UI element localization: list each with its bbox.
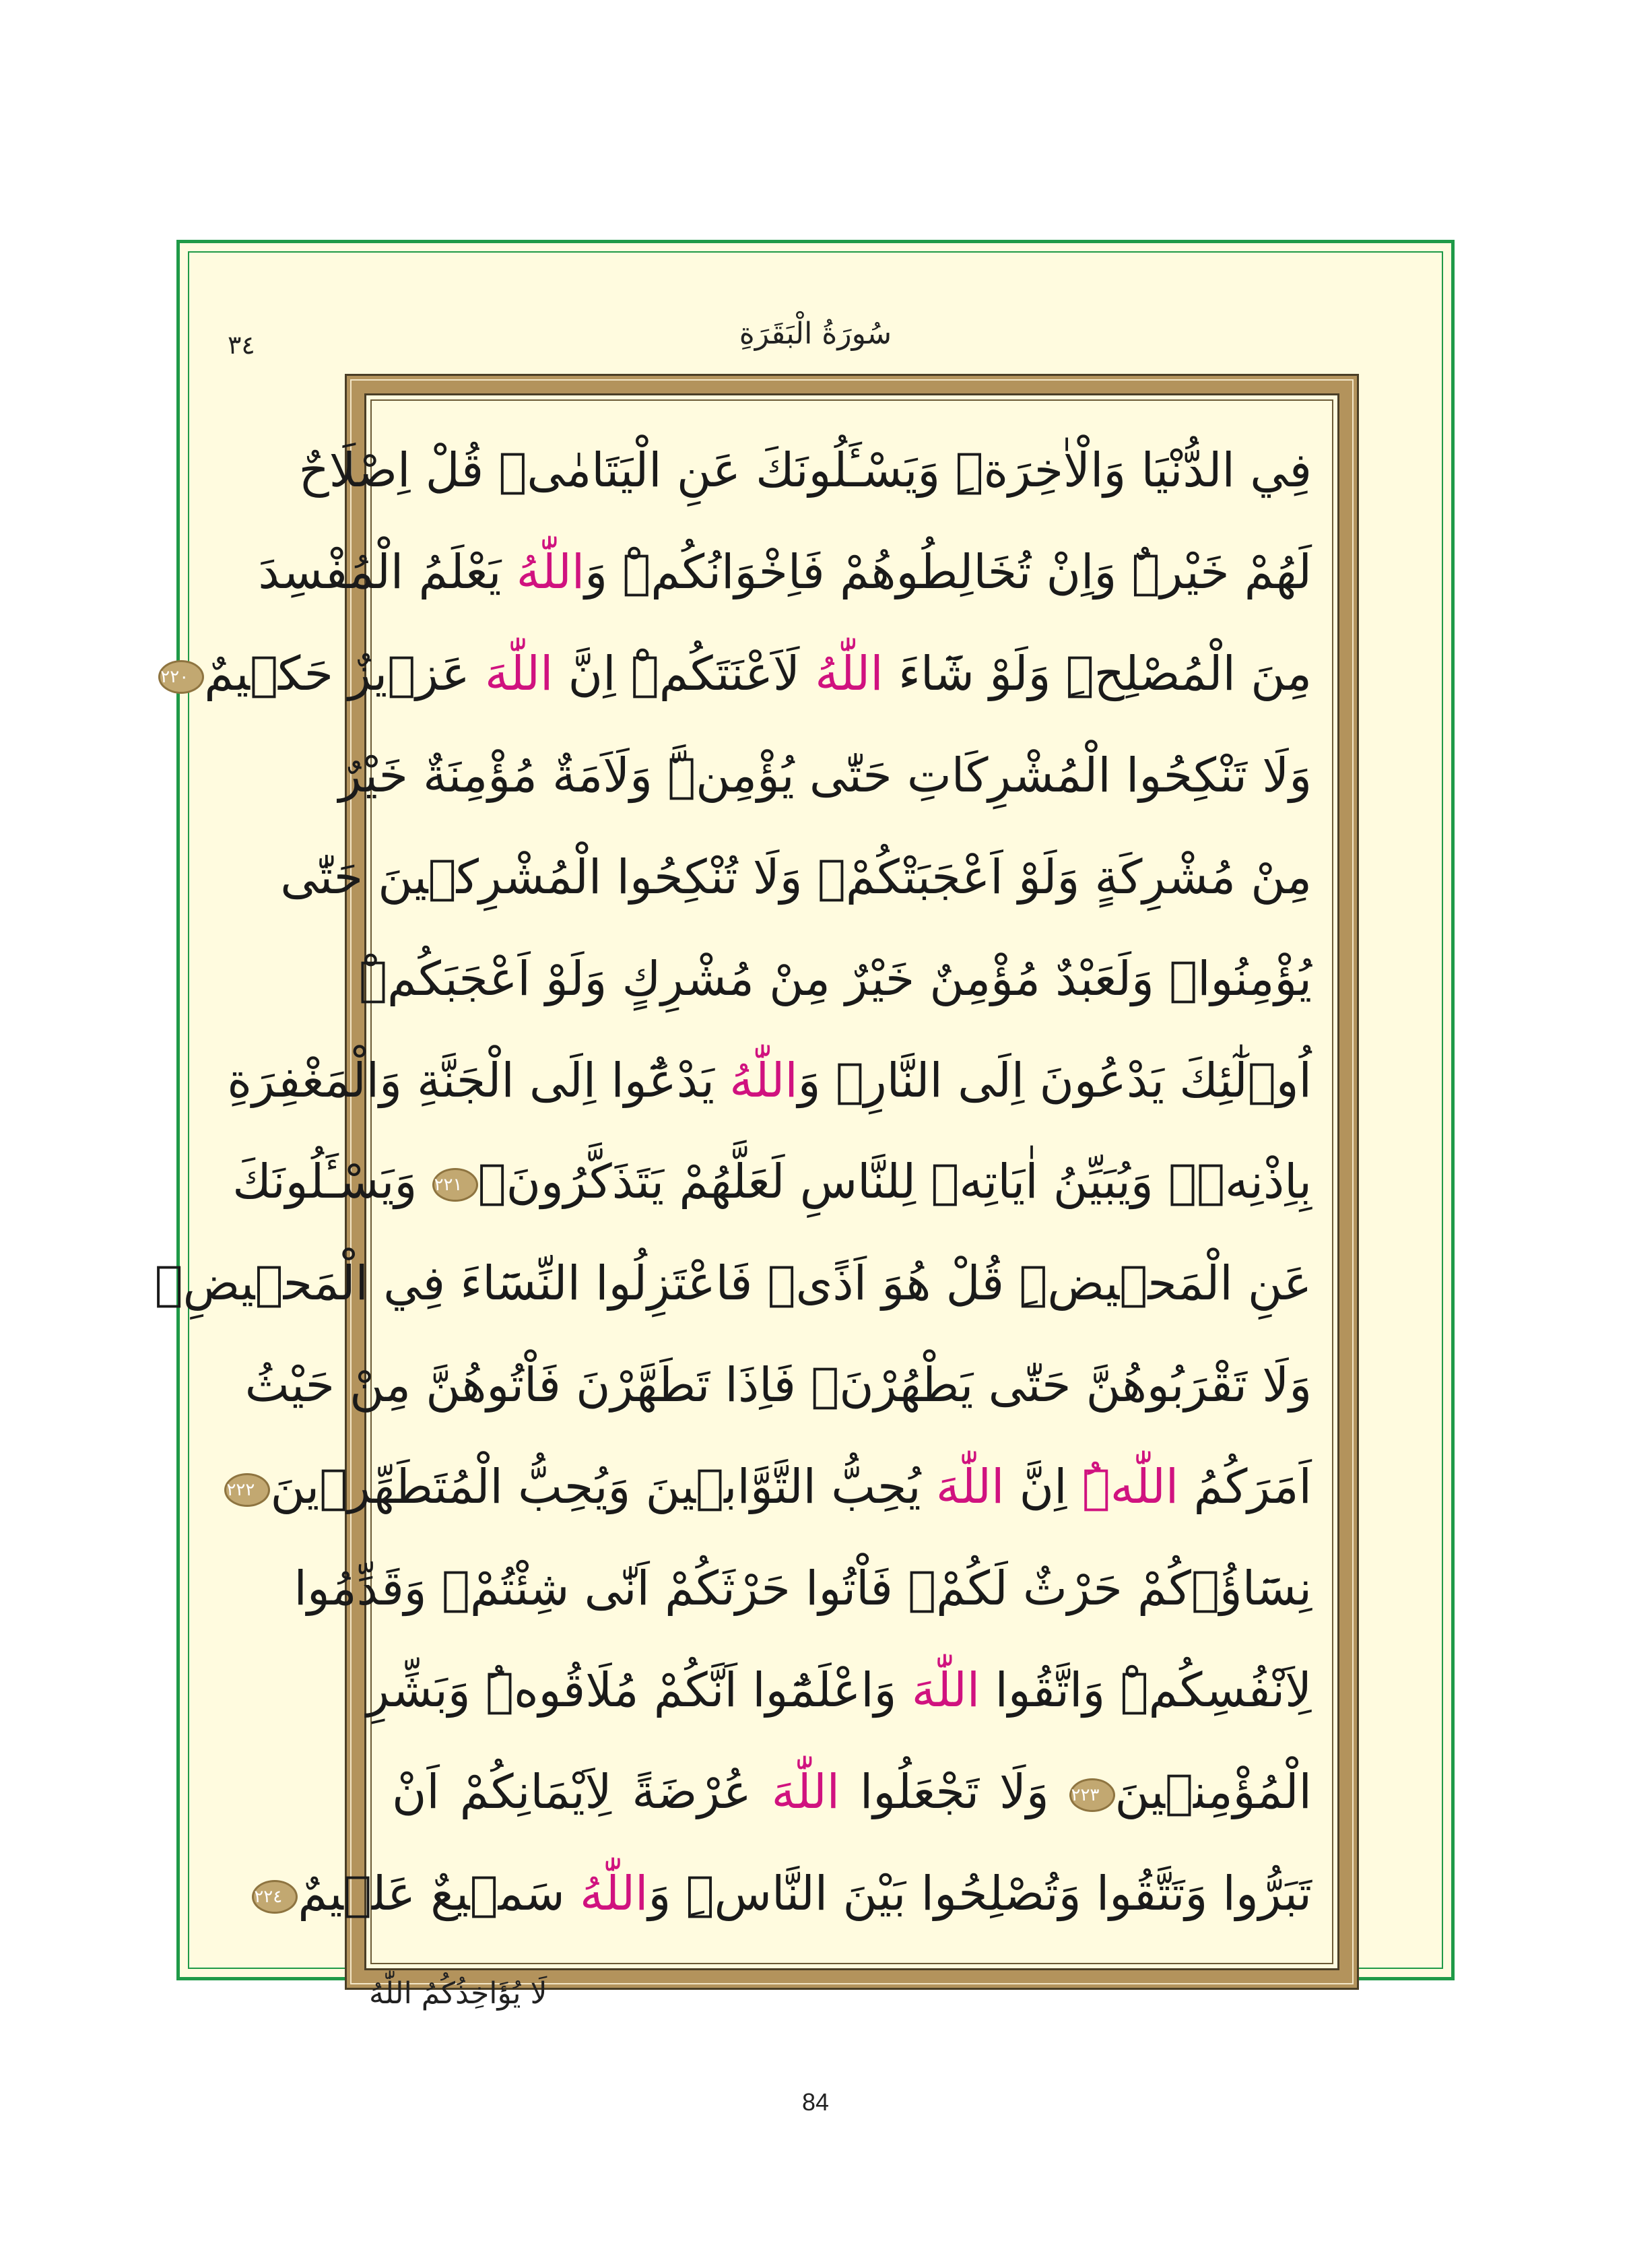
verse-text: فِي الدُّنْيَا وَالْاٰخِرَةِۜ وَيَسْـَٔلُونَكَ عَنِ الْيَتَامٰىۜ قُلْ اِصْلَاحٌ [298, 443, 1312, 498]
verse-line [294, 1538, 1312, 1639]
verse-line [160, 623, 1312, 724]
verse-line [154, 1233, 1312, 1334]
divine-name: اللّٰهُۜ [1081, 1459, 1179, 1515]
verse-text: لَاَعْنَتَكُمْۜ اِنَّ [553, 645, 816, 701]
divine-name: اللّٰهُ [580, 1865, 648, 1921]
verse-line [366, 1640, 1312, 1741]
verse-text: وَلَا تَجْعَلُوا [840, 1763, 1069, 1819]
verse-text: سَم۪يعٌ عَل۪يمٌ [298, 1865, 580, 1921]
verse-text: يَعْلَمُ الْمُفْسِدَ [258, 544, 517, 600]
verse-text: تَبَرُّوا وَتَتَّقُوا وَتُصْلِحُوا بَيْنَ النَّاسِۜ وَ [648, 1865, 1312, 1921]
ayah-end-marker: ٢٢٠ [158, 660, 204, 694]
page-number-arabic: ٣٤ [228, 330, 255, 360]
verse-text: يُحِبُّ التَّوَّاب۪ينَ وَيُحِبُّ الْمُتَطَهِّر۪ينَ [270, 1459, 936, 1515]
verse-text: مِنْ مُشْرِكَةٍ وَلَوْ اَعْجَبَتْكُمْۚ وَلَا تُنْكِحُوا الْمُشْرِك۪ينَ حَتّٰى [280, 849, 1312, 905]
divine-name: اللّٰهُ [516, 544, 585, 600]
verse-text: عُرْضَةً لِاَيْمَانِكُمْ اَنْ [392, 1763, 772, 1819]
ayah-end-marker: ٢٢٢ [224, 1473, 270, 1507]
divine-name: اللّٰهُ [815, 645, 884, 701]
verse-line [298, 420, 1312, 521]
verse-text: الْمُؤْمِن۪ينَ [1114, 1763, 1312, 1819]
verse-line [227, 1030, 1312, 1131]
page-number: 84 [801, 2088, 830, 2116]
divine-name: اللّٰهَ [911, 1662, 980, 1718]
verse-line [258, 521, 1312, 622]
verse-line [392, 1741, 1312, 1842]
ayah-end-marker: ٢٢١ [432, 1168, 478, 1202]
verse-line [338, 725, 1312, 826]
divine-name: اللّٰهَ [771, 1763, 840, 1819]
verse-line [244, 1334, 1312, 1435]
verse-text: يَدْعُٓوا اِلَى الْجَنَّةِ وَالْمَغْفِرَةِ [227, 1052, 730, 1108]
verse-text: مِنَ الْمُصْلِحِۜ وَلَوْ شَٓاءَ [883, 645, 1312, 701]
verse-text: اُو۬لٰٓئِكَ يَدْعُونَ اِلَى النَّارِۚ وَ [797, 1052, 1312, 1108]
verse-text: وَلَا تَنْكِحُوا الْمُشْرِكَاتِ حَتّٰى يُؤْمِنَّۜ وَلَاَمَةٌ مُؤْمِنَةٌ خَيْرٌ [338, 747, 1312, 803]
verse-line [232, 1131, 1312, 1232]
verse-text: وَيَسْـَٔلُونَكَ [232, 1154, 432, 1210]
verse-text: لِاَنْفُسِكُمْۜ وَاتَّقُوا [980, 1662, 1312, 1718]
verse-area [154, 420, 1312, 1944]
verse-text: لَهُمْ خَيْرٌۜ وَاِنْ تُخَالِطُوهُمْ فَاِخْوَانُكُمْۜ وَ [585, 544, 1312, 600]
verse-text: وَاعْلَمُٓوا اَنَّكُمْ مُلَاقُوهُۜ وَبَشِّرِ [366, 1662, 912, 1718]
verse-line [280, 827, 1312, 928]
verse-text: اِنَّ [1004, 1459, 1082, 1515]
verse-text: يُؤْمِنُواۜ وَلَعَبْدٌ مُؤْمِنٌ خَيْرٌ مِنْ مُشْرِكٍ وَلَوْ اَعْجَبَكُمْۜ [359, 950, 1312, 1006]
verse-text: وَلَا تَقْرَبُوهُنَّ حَتّٰى يَطْهُرْنَۚ فَاِذَا تَطَهَّرْنَ فَاْتُوهُنَّ مِنْ حَيْثُ [244, 1357, 1312, 1413]
divine-name: اللّٰهُ [729, 1052, 798, 1108]
catchword: لَا يُؤَاخِذُكُمُ اللّٰهُ [369, 1976, 547, 2011]
text-panel [154, 393, 1339, 1970]
verse-text: عَز۪يزٌ حَك۪يمٌ [204, 645, 485, 701]
verse-text: بِاِذْنِه۪ۚ وَيُبَيِّنُ اٰيَاتِه۪ لِلنَّاسِ لَعَلَّهُمْ يَتَذَكَّرُونَ۟ [477, 1154, 1312, 1210]
ayah-end-marker: ٢٢٣ [1069, 1778, 1115, 1812]
surah-title: سُورَةُ الْبَقَرَةِ [739, 317, 892, 351]
page-header [176, 317, 1455, 377]
verse-line [359, 928, 1312, 1029]
divine-name: اللّٰهَ [484, 645, 554, 701]
text-frame [154, 374, 1359, 1990]
verse-text: نِسَٓاؤُ۬كُمْ حَرْثٌ لَكُمْۖ فَاْتُوا حَرْثَكُمْ اَنّٰى شِئْتُمْۘ وَقَدِّمُوا [294, 1561, 1312, 1617]
ayah-end-marker: ٢٢٤ [252, 1880, 298, 1914]
verse-text: عَنِ الْمَح۪يضِۜ قُلْ هُوَ اَذًىۙ فَاعْتَزِلُوا النِّسَٓاءَ فِي الْمَح۪يضِۙ [154, 1256, 1312, 1311]
divine-name: اللّٰهَ [935, 1459, 1005, 1515]
verse-line [226, 1436, 1312, 1537]
verse-text: اَمَرَكُمُ [1178, 1459, 1312, 1515]
verse-line [254, 1843, 1312, 1944]
